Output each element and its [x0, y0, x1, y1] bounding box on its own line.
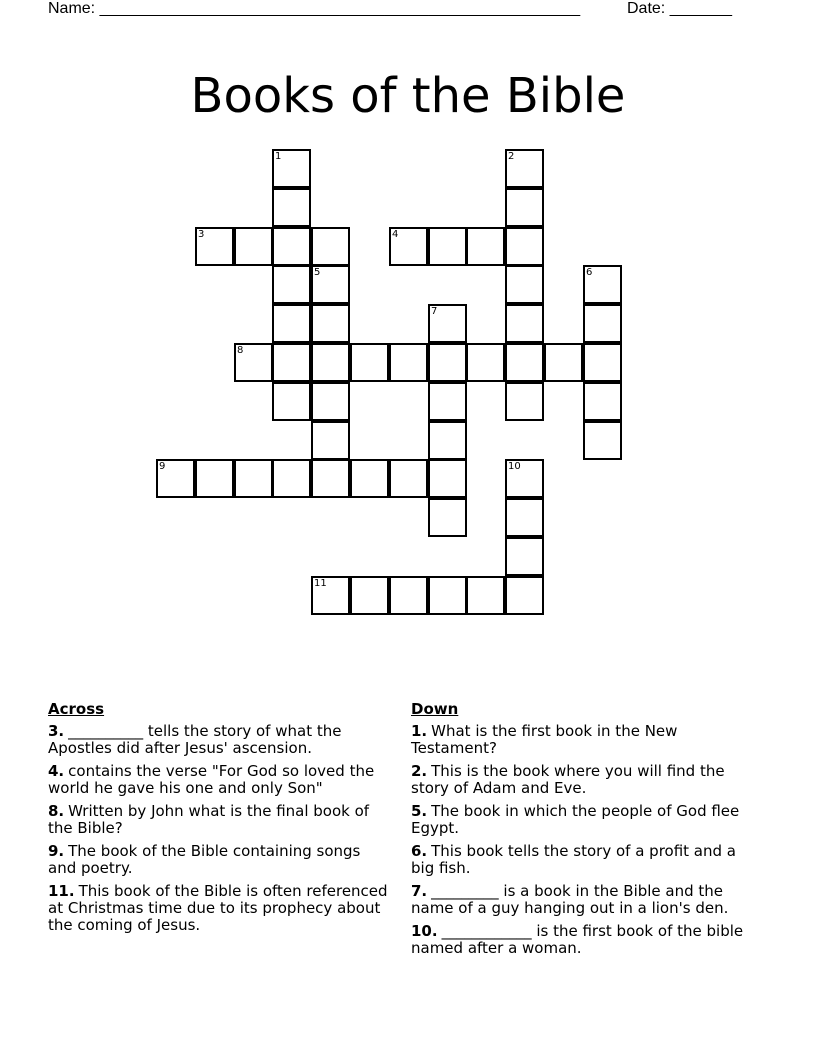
- clue-text: The book of the Bible containing songs and poetry.: [48, 842, 361, 877]
- crossword-cell[interactable]: [428, 459, 467, 498]
- clue-number: 10.: [411, 922, 438, 940]
- crossword-cell[interactable]: [272, 343, 311, 382]
- page-title: Books of the Bible: [190, 68, 626, 125]
- clue-down-1: [411, 723, 756, 757]
- crossword-cell[interactable]: [272, 149, 311, 188]
- crossword-cell[interactable]: [505, 537, 544, 576]
- crossword-cell[interactable]: [311, 265, 350, 304]
- clue-number: 4.: [48, 762, 65, 780]
- date-field-label: Date: _______: [627, 0, 732, 17]
- crossword-cell[interactable]: [272, 188, 311, 227]
- crossword-cell[interactable]: [505, 576, 544, 615]
- crossword-cell[interactable]: [156, 459, 195, 498]
- crossword-cell[interactable]: [505, 304, 544, 343]
- cell-number: 2: [508, 151, 515, 162]
- clue-down-2: [411, 763, 756, 797]
- crossword-cell[interactable]: [428, 382, 467, 421]
- name-field-label: Name: ______________________________________________________: [48, 0, 581, 17]
- crossword-cell[interactable]: [311, 343, 350, 382]
- crossword-cell[interactable]: [428, 343, 467, 382]
- crossword-cell[interactable]: [272, 304, 311, 343]
- crossword-cell[interactable]: [350, 459, 389, 498]
- across-clues: [48, 701, 393, 940]
- crossword-cell[interactable]: [350, 343, 389, 382]
- crossword-cell[interactable]: [195, 459, 234, 498]
- down-heading: Down: [411, 700, 459, 718]
- crossword-cell[interactable]: [583, 382, 622, 421]
- crossword-cell[interactable]: [505, 343, 544, 382]
- clue-down-5: [411, 803, 756, 837]
- clue-text: This book tells the story of a profit and a big fish.: [411, 842, 736, 877]
- crossword-cell[interactable]: [272, 265, 311, 304]
- clue-across-4: [48, 763, 393, 797]
- crossword-cell[interactable]: [505, 188, 544, 227]
- crossword-cell[interactable]: [272, 382, 311, 421]
- clue-down-7: [411, 883, 756, 917]
- crossword-cell[interactable]: [311, 382, 350, 421]
- crossword-cell[interactable]: [311, 459, 350, 498]
- cell-number: 3: [198, 229, 205, 240]
- crossword-cell[interactable]: [428, 576, 467, 615]
- crossword-cell[interactable]: [389, 227, 428, 266]
- crossword-cell[interactable]: [466, 343, 505, 382]
- cell-number: 5: [314, 267, 321, 278]
- clue-across-3: [48, 723, 393, 757]
- clue-down-10: [411, 923, 756, 957]
- crossword-cell[interactable]: [389, 343, 428, 382]
- clue-number: 7.: [411, 882, 428, 900]
- crossword-cell[interactable]: [389, 459, 428, 498]
- clue-across-11: [48, 883, 393, 934]
- clue-text: contains the verse "For God so loved the world he gave his one and only Son": [48, 762, 375, 797]
- cell-number: 11: [314, 578, 327, 589]
- crossword-cell[interactable]: [234, 343, 273, 382]
- clue-number: 1.: [411, 722, 428, 740]
- clue-text: Written by John what is the final book of the Bible?: [48, 802, 370, 837]
- cell-number: 10: [508, 461, 521, 472]
- crossword-cell[interactable]: [350, 576, 389, 615]
- crossword-cell[interactable]: [466, 576, 505, 615]
- clue-across-9: [48, 843, 393, 877]
- clue-across-8: [48, 803, 393, 837]
- crossword-cell[interactable]: [466, 227, 505, 266]
- crossword-cell[interactable]: [505, 459, 544, 498]
- crossword-cell[interactable]: [583, 421, 622, 460]
- clue-number: 3.: [48, 722, 65, 740]
- crossword-cell[interactable]: [505, 382, 544, 421]
- crossword-cell[interactable]: [428, 227, 467, 266]
- crossword-cell[interactable]: [428, 421, 467, 460]
- crossword-cell[interactable]: [544, 343, 583, 382]
- clue-number: 11.: [48, 882, 75, 900]
- crossword-cell[interactable]: [583, 265, 622, 304]
- crossword-cell[interactable]: [583, 304, 622, 343]
- clue-text: __________ tells the story of what the Apostles did after Jesus' ascension.: [48, 722, 342, 757]
- crossword-cell[interactable]: [428, 498, 467, 537]
- crossword-cell[interactable]: [311, 576, 350, 615]
- clue-text: What is the first book in the New Testament?: [411, 722, 678, 757]
- clue-text: The book in which the people of God flee Egypt.: [411, 802, 740, 837]
- crossword-cell[interactable]: [505, 227, 544, 266]
- clue-down-6: [411, 843, 756, 877]
- cell-number: 1: [275, 151, 282, 162]
- clue-text: This is the book where you will find the story of Adam and Eve.: [411, 762, 725, 797]
- clue-number: 9.: [48, 842, 65, 860]
- crossword-cell[interactable]: [311, 227, 350, 266]
- crossword-cell[interactable]: [389, 576, 428, 615]
- clue-text: This book of the Bible is often referenced at Christmas time due to its prophecy about the coming of Jesus.: [48, 882, 388, 934]
- clue-number: 8.: [48, 802, 65, 820]
- crossword-cell[interactable]: [234, 459, 273, 498]
- cell-number: 7: [431, 306, 438, 317]
- clue-text: _________ is a book in the Bible and the name of a guy hanging out in a lion's den.: [411, 882, 729, 917]
- crossword-cell[interactable]: [311, 304, 350, 343]
- crossword-cell[interactable]: [505, 149, 544, 188]
- cell-number: 9: [159, 461, 166, 472]
- cell-number: 4: [392, 229, 399, 240]
- clue-number: 6.: [411, 842, 428, 860]
- crossword-cell[interactable]: [505, 498, 544, 537]
- crossword-cell[interactable]: [272, 227, 311, 266]
- crossword-cell[interactable]: [195, 227, 234, 266]
- clue-text: ____________ is the first book of the bible named after a woman.: [411, 922, 744, 957]
- across-heading: Across: [48, 700, 105, 718]
- crossword-cell[interactable]: [234, 227, 273, 266]
- crossword-cell[interactable]: [505, 265, 544, 304]
- crossword-cell[interactable]: [428, 304, 467, 343]
- clue-number: 2.: [411, 762, 428, 780]
- down-clues: [411, 701, 756, 963]
- crossword-cell[interactable]: [583, 343, 622, 382]
- crossword-cell[interactable]: [311, 421, 350, 460]
- cell-number: 8: [237, 345, 244, 356]
- crossword-cell[interactable]: [272, 459, 311, 498]
- clue-number: 5.: [411, 802, 428, 820]
- cell-number: 6: [586, 267, 593, 278]
